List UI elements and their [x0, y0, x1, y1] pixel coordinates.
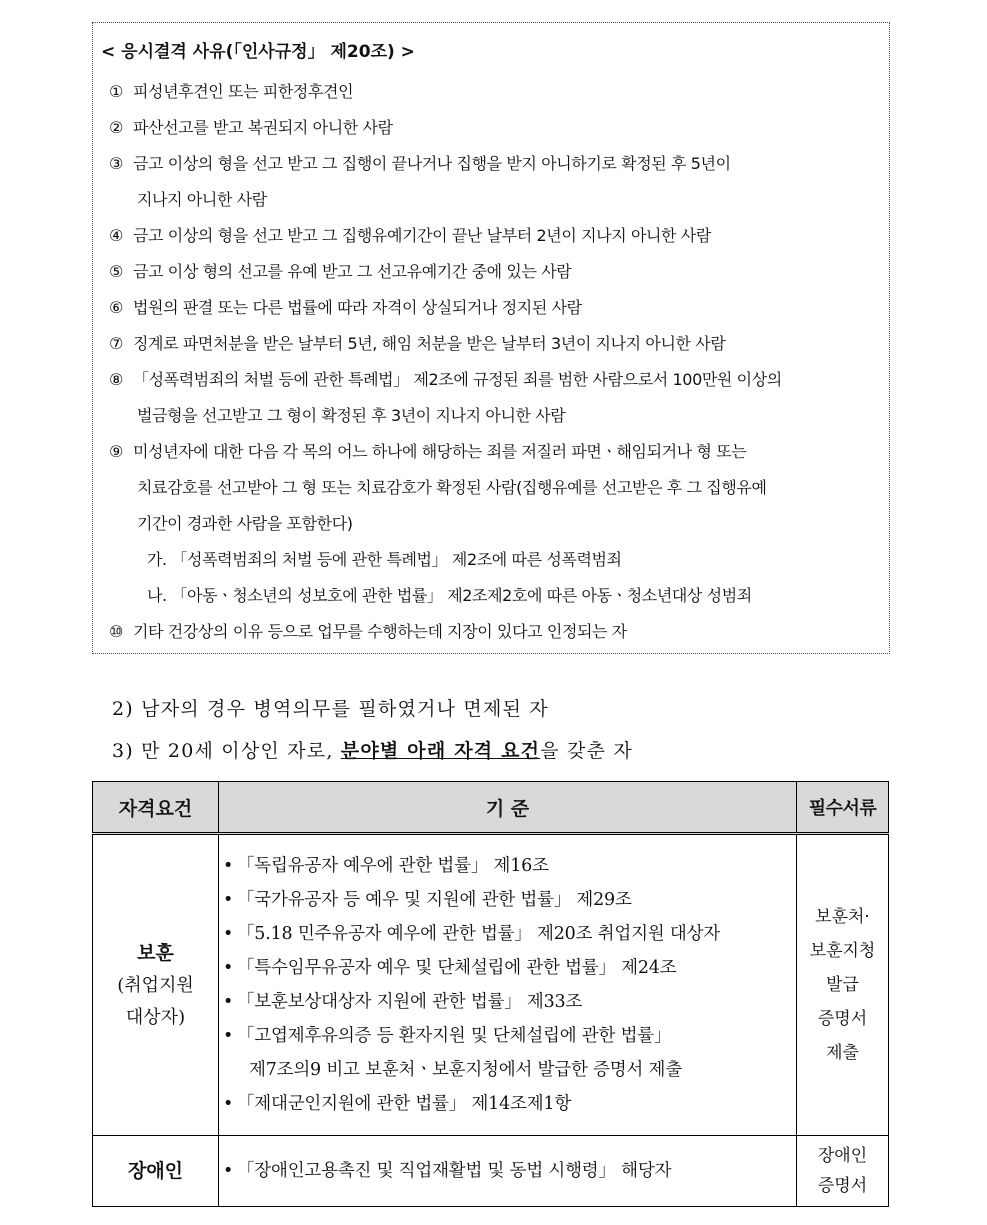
disqualification-title: < 응시결격 사유(「인사규정」 제20조) > [101, 42, 415, 62]
documents-disabled: 장애인 증명서 [797, 1136, 889, 1207]
qualification-table [92, 781, 889, 1207]
age-requirement: 3) 만 20세 이상인 자로, 분야별 아래 자격 요건을 갖춘 자 [112, 740, 633, 762]
table-row-disabled [93, 1136, 889, 1207]
criteria-item: • 「독립유공자 예우에 관한 법률」 제16조 [223, 856, 549, 876]
disqualification-item-7: ⑦ 징계로 파면처분을 받은 날부터 5년, 해임 처분을 받은 날부터 3년이 지나지 아니한 사람 [109, 334, 726, 353]
criteria-item: • 「특수임무유공자 예우 및 단체설립에 관한 법률」 제24조 [223, 958, 677, 978]
criteria-item: • 「국가유공자 등 예우 및 지원에 관한 법률」 제29조 [223, 890, 632, 910]
category-disabled: 장애인 [93, 1136, 219, 1207]
header-documents: 필수서류 [797, 782, 889, 834]
disqualification-item-3: ③ 금고 이상의 형을 선고 받고 그 집행이 끝나거나 집행을 받지 아니하기로 확정된 후 5년이 [109, 154, 731, 173]
disqualification-item-8: ⑧ 「성폭력범죄의 처벌 등에 관한 특례법」 제2조에 규정된 죄를 범한 사람으로서 100만원 이상의 [109, 370, 782, 389]
table-header-row [93, 782, 889, 834]
disqualification-item-8-cont: 벌금형을 선고받고 그 형이 확정된 후 3년이 지나지 아니한 사람 [137, 406, 566, 425]
header-criteria: 기 준 [219, 782, 797, 834]
disqualification-item-1: ① 피성년후견인 또는 피한정후견인 [109, 82, 354, 101]
disqualification-item-10: ⑩ 기타 건강상의 이유 등으로 업무를 수행하는데 지장이 있다고 인정되는 자 [109, 622, 627, 641]
criteria-veterans [219, 834, 797, 1136]
criteria-item: • 「5.18 민주유공자 예우에 관한 법률」 제20조 취업지원 대상자 [223, 924, 720, 944]
documents-veterans: 보훈처· 보훈지청 발급 증명서 제출 [797, 834, 889, 1136]
disqualification-box [92, 22, 890, 654]
disqualification-subitem-na: 나. 「아동ㆍ청소년의 성보호에 관한 법률」 제2조제2호에 따른 아동ㆍ청소년대상 성범죄 [147, 586, 752, 605]
disqualification-item-5: ⑤ 금고 이상 형의 선고를 유예 받고 그 선고유예기간 중에 있는 사람 [109, 262, 572, 281]
criteria-item: • 「고엽제후유의증 등 환자지원 및 단체설립에 관한 법률」 [223, 1026, 672, 1046]
disqualification-item-2: ② 파산선고를 받고 복권되지 아니한 사람 [109, 118, 393, 137]
disqualification-item-4: ④ 금고 이상의 형을 선고 받고 그 집행유예기간이 끝난 날부터 2년이 지나지 아니한 사람 [109, 226, 711, 245]
criteria-item: • 「장애인고용촉진 및 직업재활법 및 동법 시행령」 해당자 [223, 1161, 672, 1181]
military-requirement: 2) 남자의 경우 병역의무를 필하였거나 면제된 자 [112, 698, 549, 720]
criteria-item-cont: 제7조의9 비고 보훈처ㆍ보훈지청에서 발급한 증명서 제출 [249, 1060, 682, 1080]
disqualification-item-9-cont: 치료감호를 선고받아 그 형 또는 치료감호가 확정된 사람(집행유예를 선고받은 후 그 집행유예 [137, 478, 767, 497]
disqualification-subitem-ga: 가. 「성폭력범죄의 처벌 등에 관한 특례법」 제2조에 따른 성폭력범죄 [147, 550, 622, 569]
criteria-disabled [219, 1136, 797, 1207]
disqualification-item-9: ⑨ 미성년자에 대한 다음 각 목의 어느 하나에 해당하는 죄를 저질러 파면ㆍ해임되거나 형 또는 [109, 442, 747, 461]
disqualification-item-3-cont: 지나지 아니한 사람 [137, 190, 267, 209]
disqualification-item-9-cont2: 기간이 경과한 사람을 포함한다) [137, 514, 353, 533]
header-qualification: 자격요건 [93, 782, 219, 834]
criteria-item: • 「보훈보상대상자 지원에 관한 법률」 제33조 [223, 992, 583, 1012]
qualification-emphasis: 분야별 아래 자격 요건 [340, 740, 541, 762]
criteria-item: • 「제대군인지원에 관한 법률」 제14조제1항 [223, 1094, 572, 1114]
disqualification-item-6: ⑥ 법원의 판결 또는 다른 법률에 따라 자격이 상실되거나 정지된 사람 [109, 298, 582, 317]
table-row-veterans [93, 834, 889, 1136]
category-veterans: 보훈 (취업지원 대상자) [93, 834, 219, 1136]
